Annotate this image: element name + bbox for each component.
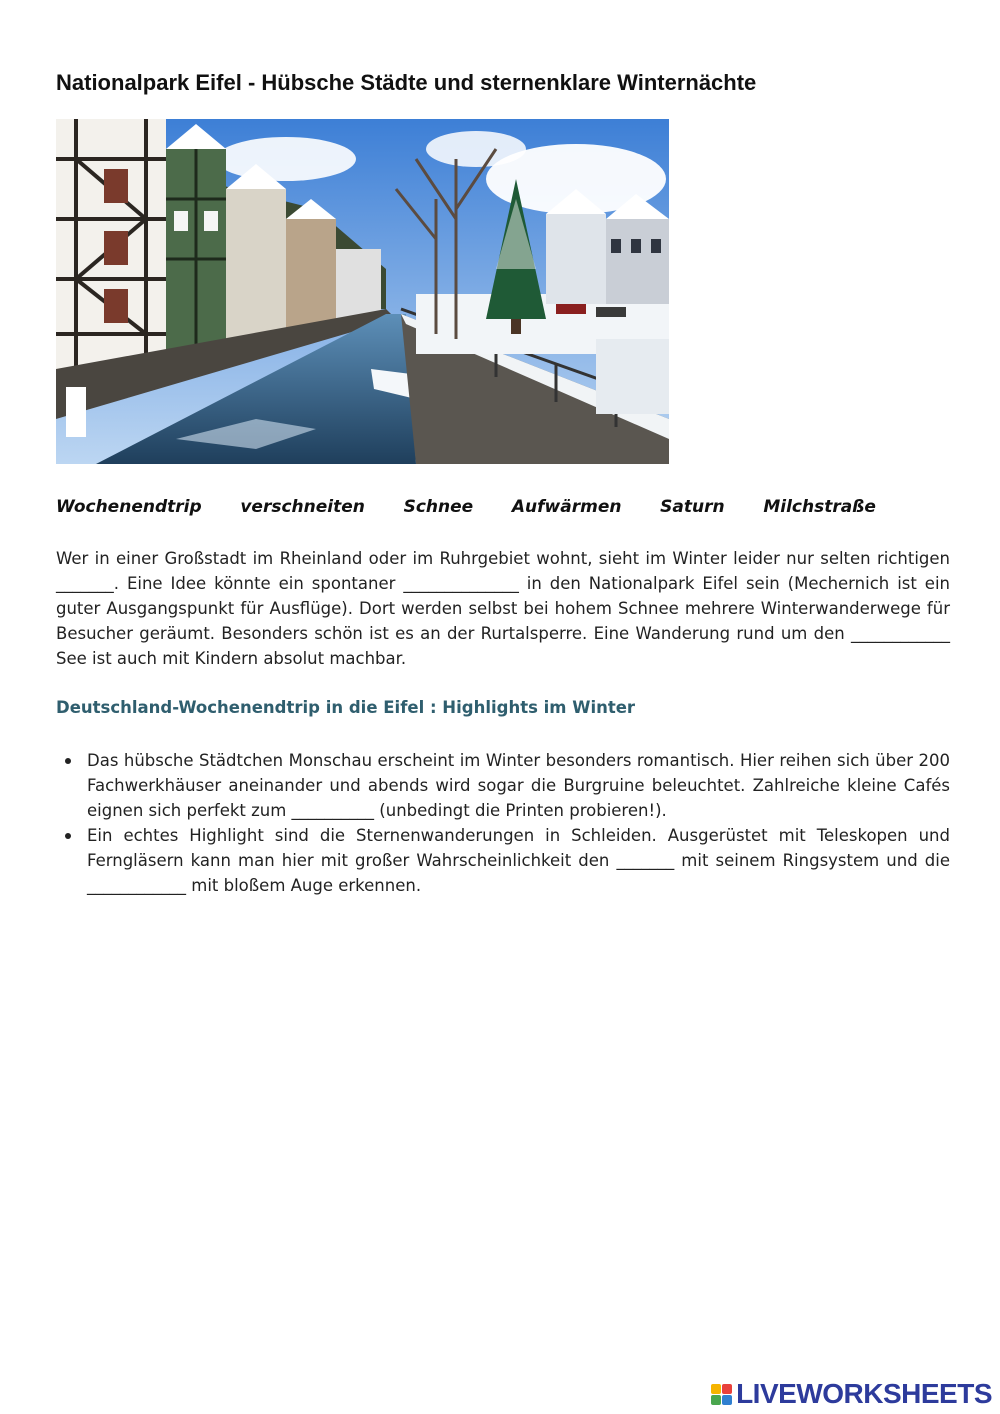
liveworksheets-logo [711,1378,992,1410]
section-heading: Deutschland-Wochenendtrip in die Eifel : Highlights im Winter [56,698,636,717]
word-bank-item[interactable]: Wochenendtrip [56,497,202,517]
highlights-list [56,748,950,898]
list-item-text: Ein echtes Highlight sind die Sternenwanderungen in Schleiden. Ausgerüstet mit Teleskopen und Ferngläsern kann man hier mit großer Wahrscheinlichkeit den _______ mit seinem Ringsystem und die ____________ mit bloßem Auge erkennen. [87,826,950,895]
word-bank [56,497,876,517]
logo-cube-e [722,1395,732,1405]
list-item [56,823,950,898]
intro-paragraph: Wer in einer Großstadt im Rheinland oder im Ruhrgebiet wohnt, sieht im Winter leider nur selten richtigen _______. Eine Idee könnte ein spontaner ______________ in den Nationalpark Eifel sein (Mechernich ist ein guter Ausgangspunkt für Ausflüge). Dort werden selbst bei hohem Schnee mehrere Winterwanderwege für Besucher geräumt. Besonders schön ist es an der Rurtalsperre. Eine Wanderung rund um den ____________ See ist auch mit Kindern absolut machbar. [56,549,950,668]
word-bank-item[interactable]: Aufwärmen [511,497,622,517]
logo-cube-l [711,1384,721,1394]
word-bank-item[interactable]: Milchstraße [763,497,876,517]
list-item-text: Das hübsche Städtchen Monschau erscheint im Winter besonders romantisch. Hier reihen sich über 200 Fachwerkhäuser aneinander und abends wird sogar die Burgruine beleuchtet. Zahlreiche kleine Cafés eignen sich perfekt zum __________ (unbedingt die Printen probieren!). [87,751,950,820]
page-title: Nationalpark Eifel - Hübsche Städte und sternenklare Winternächte [56,70,757,95]
cube-logo-icon [711,1384,732,1405]
bullet-icon [65,833,71,839]
winter-town-photo [56,119,669,464]
logo-cube-v [711,1395,721,1405]
word-bank-item[interactable]: Schnee [403,497,474,517]
list-item [56,748,950,823]
brand-name: LIVEWORKSHEETS [736,1378,992,1409]
word-bank-item[interactable]: Saturn [660,497,725,517]
word-bank-item[interactable]: verschneiten [240,497,365,517]
bullet-icon [65,758,71,764]
logo-cube-i [722,1384,732,1394]
